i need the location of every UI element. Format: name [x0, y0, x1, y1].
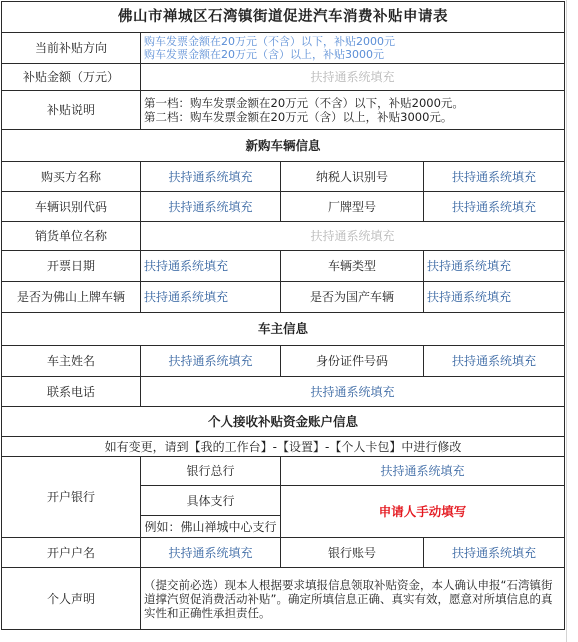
- direction-options[interactable]: [141, 33, 565, 64]
- declaration-text[interactable]: （提交前必选）现本人根据要求填报信息领取补贴资金，本人确认申报“石湾镇街道撑汽贸促消费活动补贴”。确定所填信息正确、真实有效，愿意对所填信息的真实性和正确性承担责任。: [141, 568, 565, 630]
- buyer-name-label: 购买方名称: [2, 162, 141, 192]
- bank-branch-example: 例如：佛山禅城中心支行: [141, 516, 281, 538]
- amount-value: 扶持通系统填充: [141, 64, 565, 91]
- section-vehicle-title: 新购车辆信息: [2, 130, 565, 162]
- taxpayer-id-value: 扶持通系统填充: [424, 162, 565, 192]
- form-title: 佛山市禅城区石湾镇街道促进汽车消费补贴申请表: [2, 2, 565, 33]
- bank-label: 开户银行: [2, 457, 141, 538]
- sheet-gridlines: [566, 0, 578, 642]
- section-owner-title: 车主信息: [2, 313, 565, 346]
- account-holder-label: 开户户名: [2, 538, 141, 568]
- account-change-notice: 如有变更，请到【我的工作台】-【设置】-【个人卡包】中进行修改: [2, 437, 565, 457]
- direction-option-2[interactable]: 购车发票金额在20万元（含）以上，补贴3000元: [144, 48, 384, 61]
- declaration-label: 个人声明: [2, 568, 141, 630]
- foshan-plate-value: 扶持通系统填充: [141, 282, 281, 313]
- note-line-1: 第一档：购车发票金额在20万元（不含）以下，补贴2000元。: [144, 96, 464, 110]
- note-line-2: 第二档：购车发票金额在20万元（含）以上，补贴3000元。: [144, 110, 453, 124]
- direction-label: 当前补贴方向: [2, 33, 141, 64]
- bank-branch-input[interactable]: 申请人手动填写: [281, 486, 565, 538]
- seller-label: 销货单位名称: [2, 222, 141, 251]
- subsidy-application-table: [1, 1, 565, 630]
- taxpayer-id-label: 纳税人识别号: [281, 162, 424, 192]
- bank-branch-label: 具体支行: [141, 486, 281, 516]
- vehicle-type-label: 车辆类型: [281, 251, 424, 282]
- domestic-vehicle-value: 扶持通系统填充: [424, 282, 565, 313]
- seller-value: 扶持通系统填充: [141, 222, 565, 251]
- account-number-value: 扶持通系统填充: [424, 538, 565, 568]
- amount-label: 补贴金额（万元）: [2, 64, 141, 91]
- note-label: 补贴说明: [2, 91, 141, 130]
- model-value: 扶持通系统填充: [424, 192, 565, 222]
- direction-option-1[interactable]: 购车发票金额在20万元（不含）以下，补贴2000元: [144, 35, 395, 48]
- account-number-label: 银行账号: [281, 538, 424, 568]
- vin-value: 扶持通系统填充: [141, 192, 281, 222]
- invoice-date-value: 扶持通系统填充: [141, 251, 281, 282]
- owner-name-label: 车主姓名: [2, 346, 141, 377]
- invoice-date-label: 开票日期: [2, 251, 141, 282]
- buyer-name-value: 扶持通系统填充: [141, 162, 281, 192]
- domestic-vehicle-label: 是否为国产车辆: [281, 282, 424, 313]
- sheet-grid-vline: [566, 0, 567, 642]
- note-text: [141, 91, 565, 130]
- foshan-plate-label: 是否为佛山上牌车辆: [2, 282, 141, 313]
- bank-head-value: 扶持通系统填充: [281, 457, 565, 486]
- owner-name-value: 扶持通系统填充: [141, 346, 281, 377]
- model-label: 厂牌型号: [281, 192, 424, 222]
- account-holder-value: 扶持通系统填充: [141, 538, 281, 568]
- phone-label: 联系电话: [2, 377, 141, 407]
- id-number-value: 扶持通系统填充: [424, 346, 565, 377]
- id-number-label: 身份证件号码: [281, 346, 424, 377]
- vin-label: 车辆识别代码: [2, 192, 141, 222]
- bank-head-label: 银行总行: [141, 457, 281, 486]
- phone-value: 扶持通系统填充: [141, 377, 565, 407]
- vehicle-type-value: 扶持通系统填充: [424, 251, 565, 282]
- section-account-title: 个人接收补贴资金账户信息: [2, 407, 565, 437]
